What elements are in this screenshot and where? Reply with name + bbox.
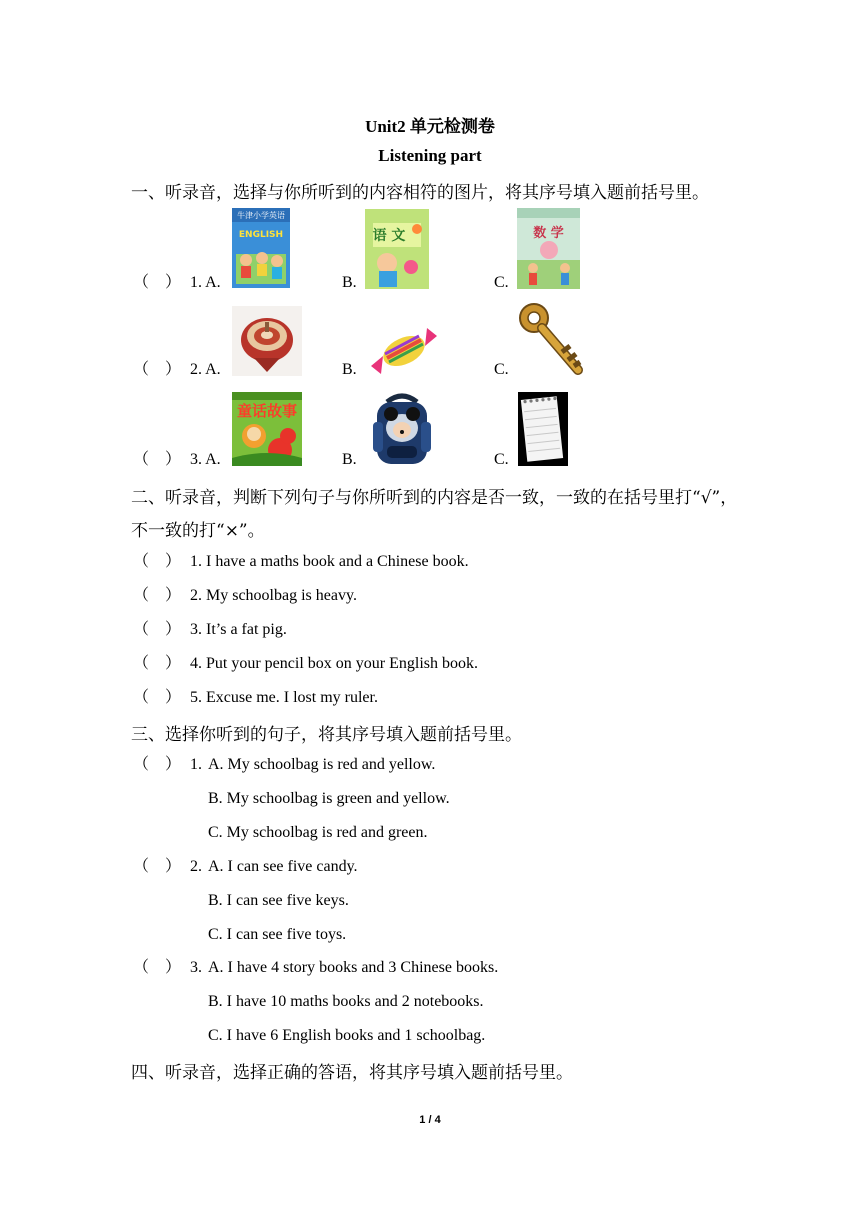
- key-image: [514, 300, 586, 378]
- section4-heading: 四、听录音，选择正确的答语，将其序号填入题前括号里。: [131, 1063, 573, 1083]
- question-number: 3. A.: [190, 451, 221, 468]
- chinese-book-image: [365, 209, 429, 289]
- judge-item: 5. Excuse me. I lost my ruler.: [190, 689, 378, 706]
- chinese-book-title: 语 文: [372, 228, 406, 244]
- choice-a: A. I can see five candy.: [208, 858, 358, 875]
- answer-bracket: （ ）: [133, 655, 182, 672]
- choice-b: B. My schoolbag is green and yellow.: [208, 790, 450, 807]
- answer-bracket: （ ）: [133, 361, 182, 378]
- section2-heading: 二、听录音，判断下列句子与你所听到的内容是否一致，一致的在括号里打“√”，: [131, 488, 738, 508]
- choice-a: A. My schoolbag is red and yellow.: [208, 756, 436, 773]
- answer-bracket: （ ）: [133, 858, 182, 875]
- judge-item: 2. My schoolbag is heavy.: [190, 587, 357, 604]
- option-b: B.: [342, 361, 357, 378]
- candy-image: [369, 326, 439, 376]
- math-book-title: 数 学: [533, 226, 564, 241]
- answer-bracket: （ ）: [133, 621, 182, 638]
- notebook-image: [518, 392, 568, 466]
- story-book-image: [232, 392, 302, 466]
- question-number: 2. A.: [190, 361, 221, 378]
- choice-c: C. My schoolbag is red and green.: [208, 824, 428, 841]
- option-b: B.: [342, 274, 357, 291]
- answer-bracket: （ ）: [133, 451, 182, 468]
- english-book-title: 牛津小学英语: [237, 211, 285, 220]
- option-c: C.: [494, 451, 509, 468]
- question-number: 2.: [190, 858, 202, 875]
- story-book-title: 童话故事: [236, 402, 297, 420]
- schoolbag-image: [369, 392, 435, 468]
- answer-bracket: （ ）: [133, 756, 182, 773]
- section3-heading: 三、选择你听到的句子，将其序号填入题前括号里。: [131, 725, 522, 745]
- judge-item: 3. It’s a fat pig.: [190, 621, 287, 638]
- english-book-image: [232, 208, 290, 288]
- english-book-word: ENGLISH: [238, 230, 284, 240]
- page-number: 1 / 4: [419, 1114, 441, 1126]
- answer-bracket: （ ）: [133, 959, 182, 976]
- choice-b: B. I have 10 maths books and 2 notebooks.: [208, 993, 484, 1010]
- choice-c: C. I can see five toys.: [208, 926, 347, 943]
- option-c: C.: [494, 274, 509, 291]
- math-book-image: [517, 208, 580, 289]
- question-number: 1.: [190, 756, 202, 773]
- option-b: B.: [342, 451, 357, 468]
- section1-heading: 一、听录音，选择与你所听到的内容相符的图片，将其序号填入题前括号里。: [131, 183, 709, 203]
- question-number: 1. A.: [190, 274, 221, 291]
- choice-c: C. I have 6 English books and 1 schoolbag.: [208, 1027, 486, 1044]
- spinning-top-image: [232, 306, 302, 376]
- judge-item: 1. I have a maths book and a Chinese book.: [190, 553, 469, 570]
- question-number: 3.: [190, 959, 202, 976]
- answer-bracket: （ ）: [133, 689, 182, 706]
- page-title: Unit2 单元检测卷: [365, 117, 495, 136]
- choice-b: B. I can see five keys.: [208, 892, 349, 909]
- option-c: C.: [494, 361, 509, 378]
- page-subtitle: Listening part: [378, 146, 482, 165]
- answer-bracket: （ ）: [133, 587, 182, 604]
- judge-item: 4. Put your pencil box on your English book.: [190, 655, 478, 672]
- answer-bracket: （ ）: [133, 553, 182, 570]
- answer-bracket: （ ）: [133, 274, 182, 291]
- choice-a: A. I have 4 story books and 3 Chinese books.: [208, 959, 499, 976]
- section2-heading-cont: 不一致的打“×”。: [131, 521, 265, 541]
